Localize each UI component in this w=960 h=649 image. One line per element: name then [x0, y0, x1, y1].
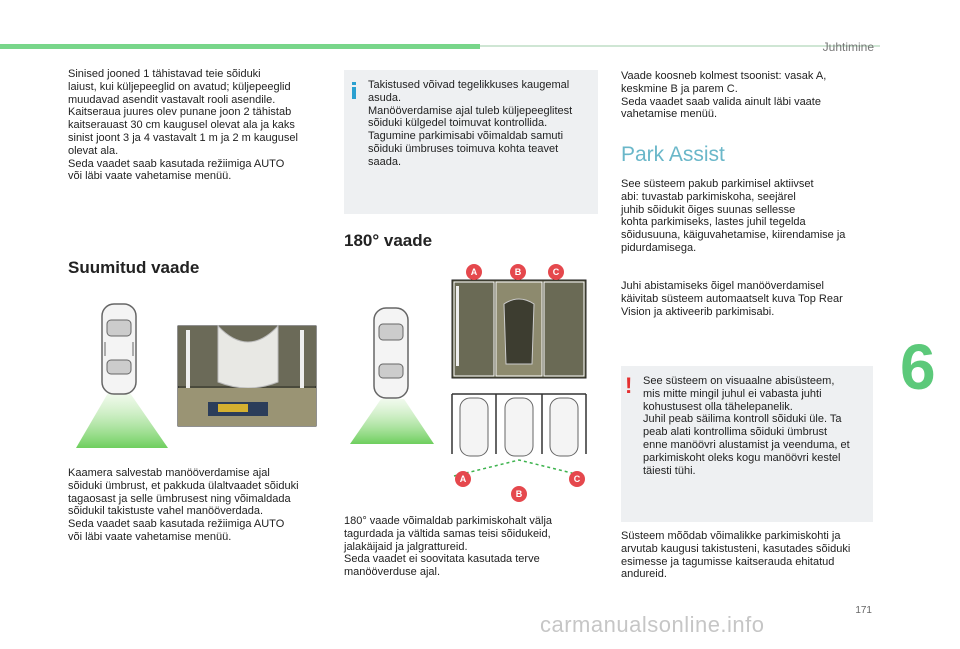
park-assist-heading: Park Assist: [621, 143, 725, 166]
zoom-view-heading: Suumitud vaade: [68, 258, 200, 277]
zone-c-marker: C: [548, 264, 564, 280]
watermark: carmanualsonline.info: [540, 612, 765, 637]
header-rule: [480, 45, 880, 47]
warning-icon: !: [625, 373, 633, 398]
car-top-icon: [374, 308, 408, 398]
camera-field-of-view: [76, 393, 168, 448]
section-title: Juhtimine: [822, 40, 874, 54]
chapter-number: 6: [900, 331, 936, 403]
page-number: 171: [855, 605, 872, 616]
header-accent-bar: [0, 44, 480, 49]
col3-intro: Vaade koosneb kolmest tsoonist: vasak A, keskmine B ja parem C. Seda vaadet saab valida ainult läbi vaate vahetamise menüü.: [621, 70, 827, 121]
car-top-icon: [102, 304, 136, 394]
info-icon: [352, 82, 356, 99]
zoom-view-illustration: [68, 298, 318, 458]
zone-b-marker: B: [511, 486, 527, 502]
zone-a-marker: A: [466, 264, 482, 280]
info-text: Takistused võivad tegelikkuses kaugemal asuda. Manööverdamise ajal tuleb küljepeeglitest sõiduki külgedel toimuvat kontrollida. Tagumine parkimisabi võimaldab samuti sõiduki ümbruses toimuva kohta teavet saada.: [368, 79, 573, 168]
warning-text: See süsteem on visuaalne abisüsteem, mis mitte mingil juhul ei vabasta juhti kohustusest olla tähelepanelik. Juhil peab säilima kontroll sõiduki üle. Ta peab alati kontrollima sõiduki ümbrust enne manöövri alustamist ja veenduma, et parkimiskoht oleks kogu manöövri kestel täiesti tühi.: [643, 375, 850, 477]
col1-paragraph-2: Kaamera salvestab manööverdamise ajal sõiduki ümbrust, et pakkuda ülaltvaadet sõiduki tagaosast ja selle ümbrusest ning võimaldada sõidukil takistuste vahel manööverdada. Seda vaadet saab kasutada režiimiga AUTO või läbi vaate vahetamise menüü.: [68, 467, 299, 543]
col3-paragraph-1: See süsteem pakub parkimisel aktiivset abi: tuvastab parkimiskoha, seejärel juhib sõidukit õiges suunas sellesse kohta parkimiseks, lastes juhil tegelda sõidusuuna, käiguvahetamise, kiirendamise ja pidurdamisega.: [621, 178, 846, 254]
zoom-camera-screen: [178, 326, 316, 426]
camera-field-of-view: [350, 399, 434, 444]
zone-c-marker: C: [569, 471, 585, 487]
zone-b-marker: B: [510, 264, 526, 280]
col3-paragraph-3: Süsteem mõõdab võimalikke parkimiskohti ja arvutab kaugusi takistusteni, kasutades sõiduki esimesse ja tagumisse kaitserauda ehitatud andureid.: [621, 530, 851, 581]
zone-a-marker: A: [455, 471, 471, 487]
view-180-camera-screen: [452, 280, 586, 378]
view-180-heading: 180° vaade: [344, 231, 433, 250]
col1-paragraph-1: Sinised jooned 1 tähistavad teie sõiduki laiust, kui küljepeeglid on avatud; küljepeeglid muudavad asendit vastavalt rooli asendile. Kaitseraua juures olev punane joon 2 tähistab kaitserauast 30 cm kaugusel olevat ala ja kaks sinist joont 3 ja 4 vastavalt 1 m ja 2 m kaugusel olevat ala. Seda vaadet saab kasutada režiimiga AUTO või läbi vaate vahetamise menüü.: [68, 68, 298, 183]
col2-paragraph: 180° vaade võimaldab parkimiskohalt välja tagurdada ja vältida samas teisi sõidukeid, jalakäijaid ja jalgrattureid. Seda vaadet ei soovitata kasutada terve manööverduse ajal.: [344, 515, 553, 579]
view-180-illustration: [344, 264, 594, 506]
parking-row: [452, 394, 586, 476]
col3-paragraph-2: Juhi abistamiseks õigel manööverdamisel käivitab süsteem automaatselt kuva Top Rear Vision ja aktiveerib parkimisabi.: [621, 280, 843, 318]
